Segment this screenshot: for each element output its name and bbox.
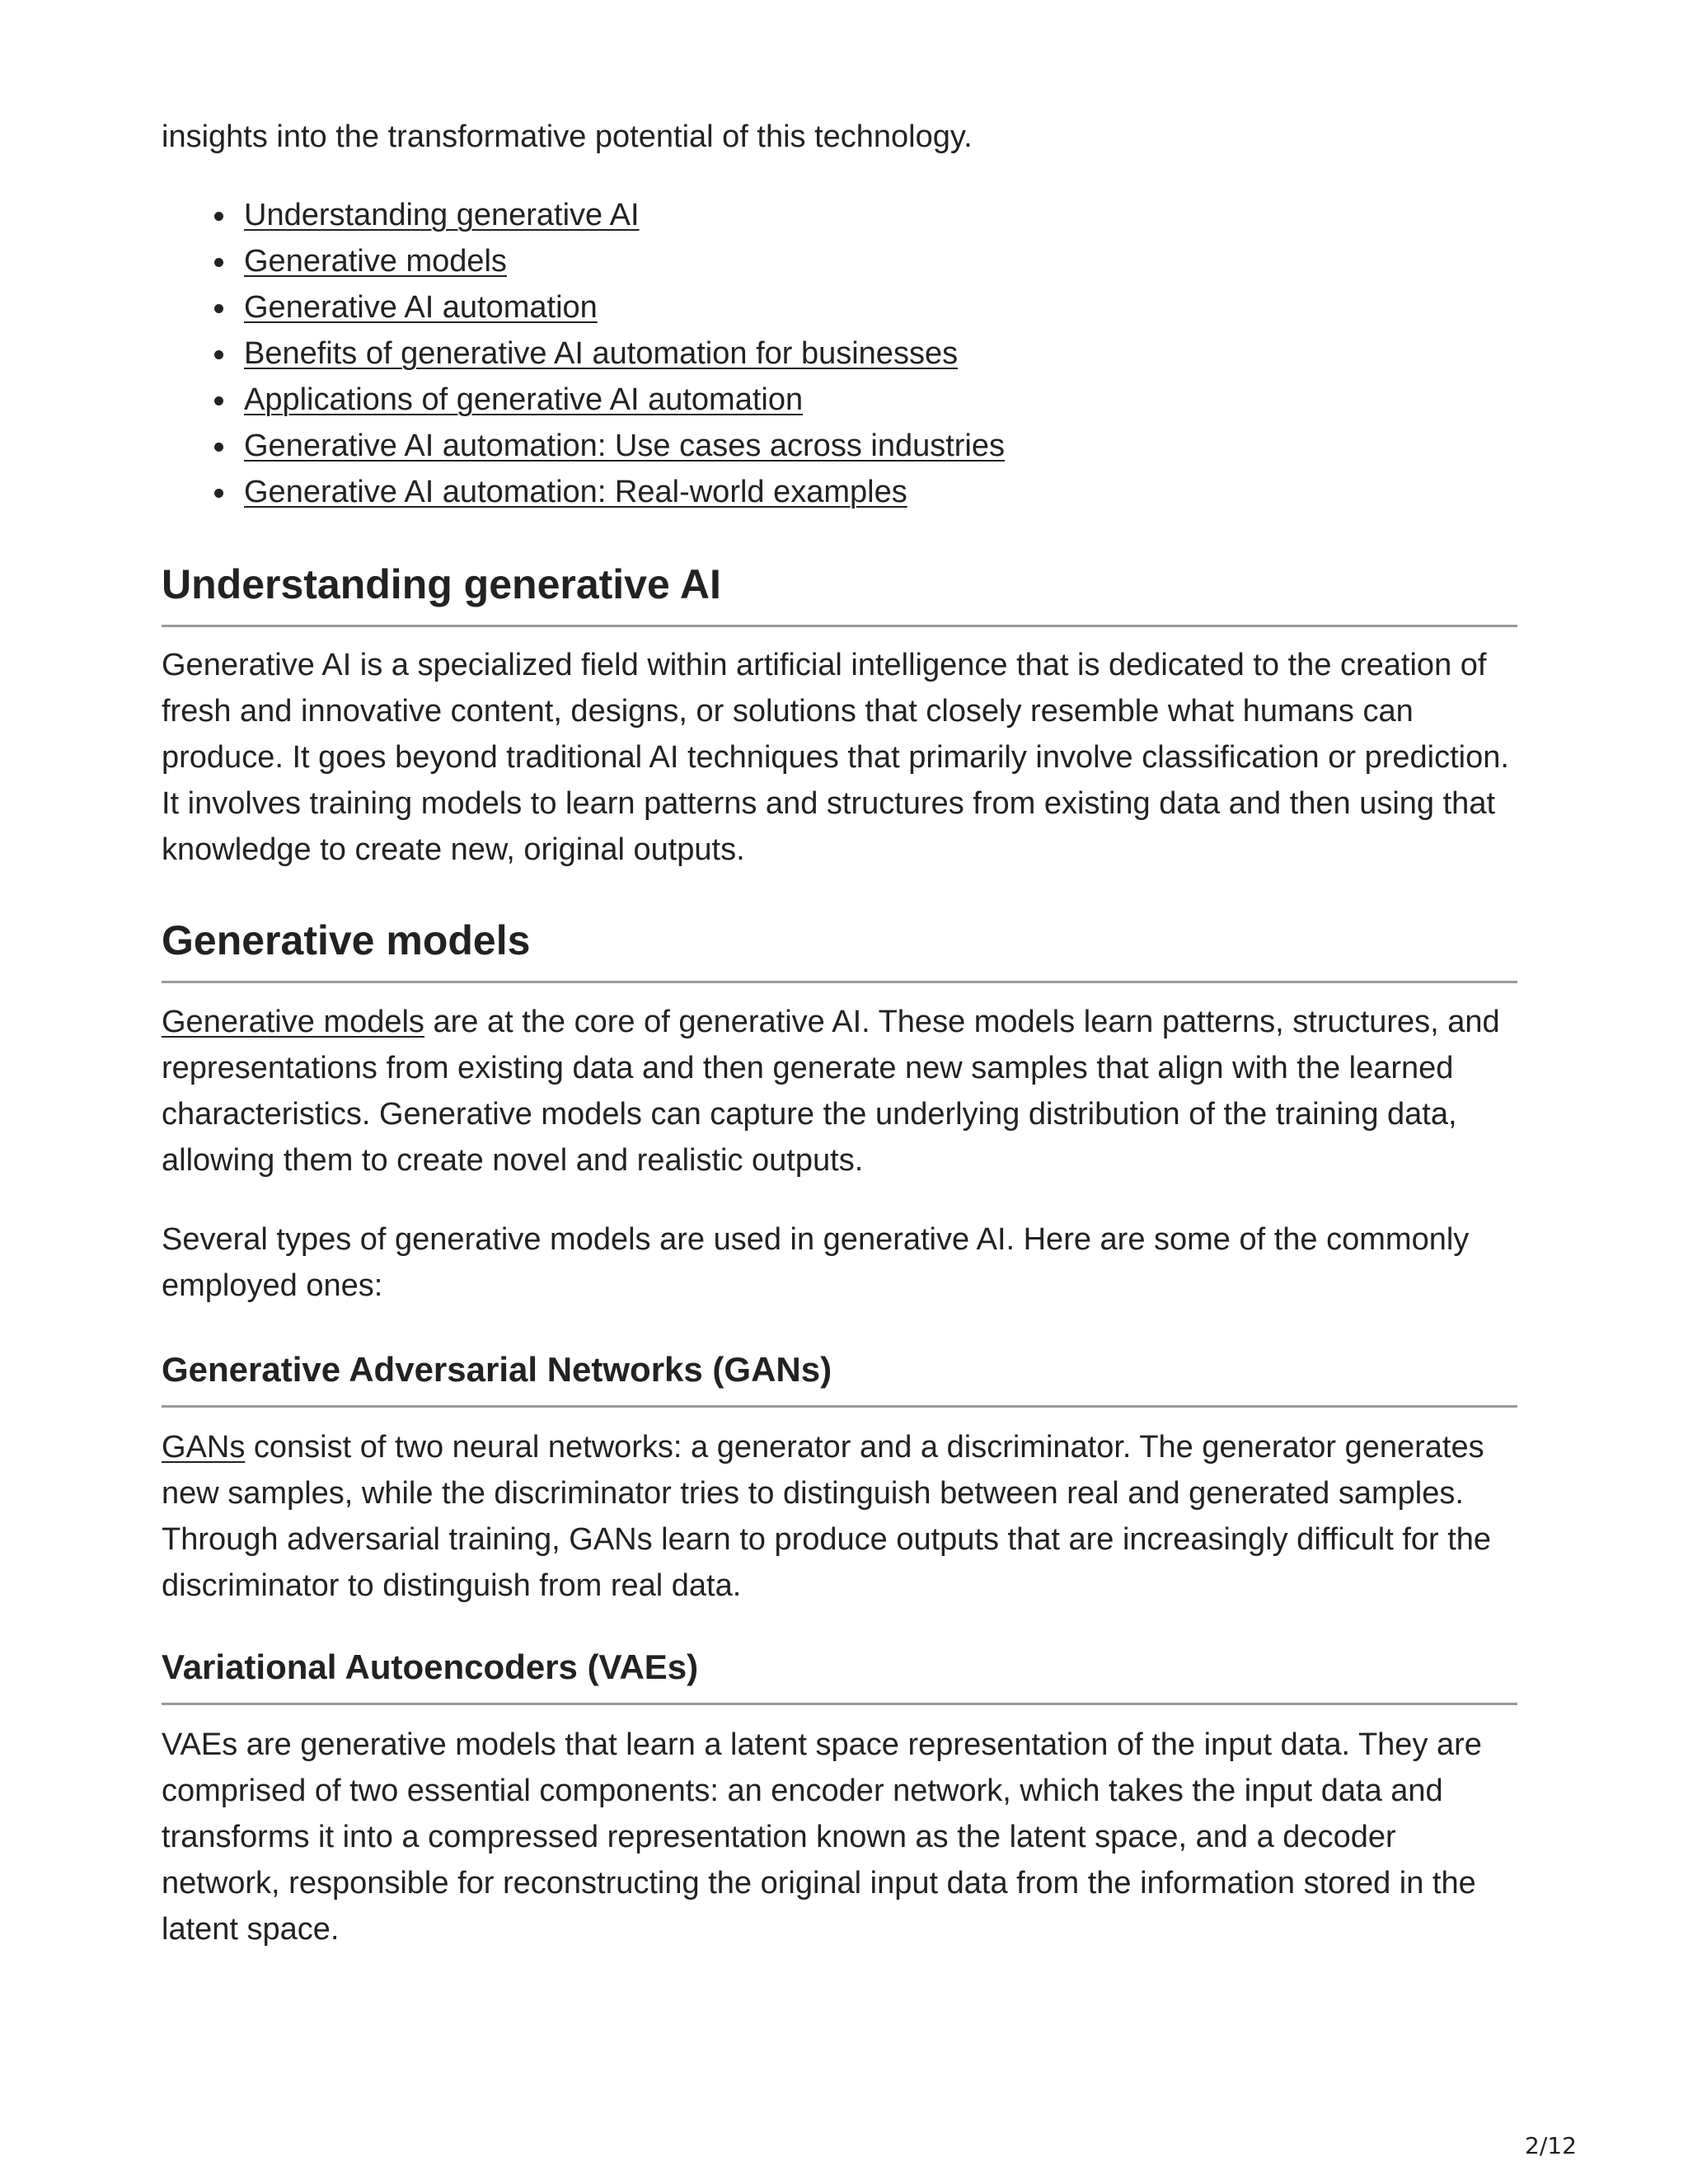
paragraph-understanding: Generative AI is a specialized field within artificial intelligence that is dedicated to the creation of fresh and innovative content, designs, or solutions that closely resemble what humans can produce. It goes beyond traditional AI techniques that primarily involve classification or prediction. It involves training models to learn patterns and structures from existing data and then using that knowledge to create new, original outputs. [162, 648, 1509, 867]
paragraph-text: consist of two neural networks: a generator and a discriminator. The generator generates new samples, while the discriminator tries to distinguish between real and generated samples. Through adversarial training, GANs learn to produce outputs that are increasingly difficult for the discriminator to distinguish from real data. [162, 1430, 1492, 1603]
toc-item [244, 377, 1005, 423]
paragraph-text: are at the core of generative AI. These models learn patterns, structures, and representations from existing data and then generate new samples that align with the learned characteristics. Generative models can capture the underlying distribution of the training data, allowing them to create novel and realistic outputs. [162, 1005, 1500, 1178]
paragraph-vaes: VAEs are generative models that learn a latent space representation of the input data. They are comprised of two essential components: an encoder network, which takes the input data and transforms it into a compressed representation known as the latent space, and a decoder network, responsible for reconstructing the original input data from the information stored in the latent space. [162, 1727, 1482, 1947]
page-number: 2/12 [1525, 2132, 1577, 2159]
toc-link-use-cases[interactable]: Generative AI automation: Use cases across industries [244, 429, 1006, 463]
toc-link-automation[interactable]: Generative AI automation [244, 290, 598, 325]
toc-item [244, 469, 1005, 515]
table-of-contents [162, 192, 1005, 515]
toc-item [244, 284, 1005, 330]
toc-link-applications[interactable]: Applications of generative AI automation [244, 382, 804, 417]
toc-item [244, 192, 1005, 238]
heading-gans: Generative Adversarial Networks (GANs) [162, 1347, 1517, 1408]
heading-understanding: Understanding generative AI [162, 559, 1517, 627]
intro-text: insights into the transformative potential of this technology. [162, 120, 973, 154]
toc-item [244, 238, 1005, 284]
toc-item [244, 423, 1005, 469]
heading-vaes: Variational Autoencoders (VAEs) [162, 1645, 1517, 1705]
toc-item [244, 330, 1005, 377]
paragraph-generative-models [162, 999, 1517, 1183]
toc-link-understanding[interactable]: Understanding generative AI [244, 198, 640, 232]
toc-link-benefits[interactable]: Benefits of generative AI automation for businesses [244, 336, 959, 371]
generative-models-link[interactable]: Generative models [162, 1005, 424, 1039]
gans-link[interactable]: GANs [162, 1430, 246, 1465]
heading-generative-models: Generative models [162, 915, 1517, 983]
toc-link-examples[interactable]: Generative AI automation: Real-world examples [244, 475, 907, 509]
paragraph-model-types: Several types of generative models are used in generative AI. Here are some of the commonly employed ones: [162, 1222, 1470, 1303]
paragraph-gans [162, 1424, 1517, 1609]
toc-link-generative-models[interactable]: Generative models [244, 244, 507, 279]
